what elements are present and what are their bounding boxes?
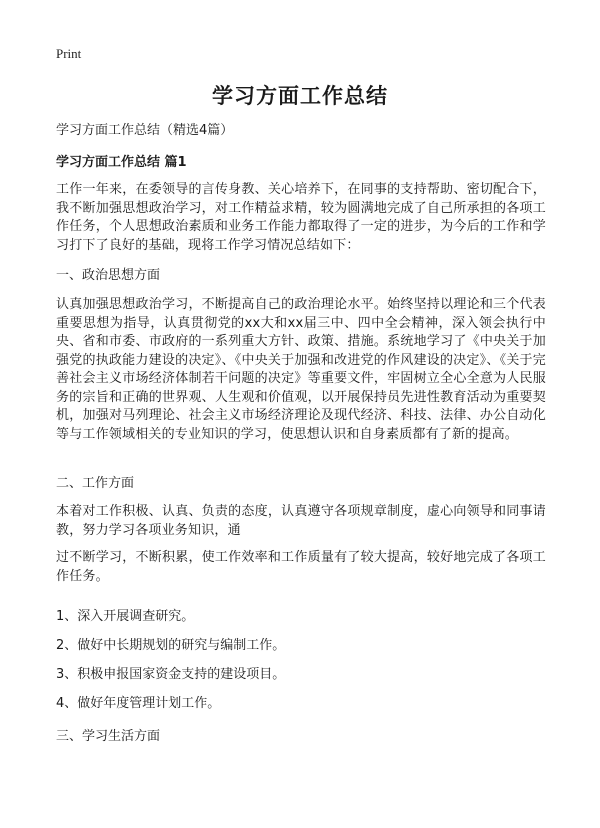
heading-politics: 一、政治思想方面 <box>56 268 161 283</box>
work-paragraph-2: 过不断学习，不断积累，使工作效率和工作质量有了较大提高，较好地完成了各项工作任务。 <box>56 550 546 584</box>
politics-paragraph: 认真加强思想政治学习，不断提高自己的政治理论水平。始终坚持以理论和三个代表重要思想为指导，认真贯彻党的xx大和xx届三中、四中全会精神，深入领会执行中央、省和市委、市政府的一系列重大方针、政策、措施。系统地学习了《中央关于加强党的执政能力建设的决定》、《中央关于加强和改进党的作风建设的决定》、《关于完善社会主义市场经济体制若干问题的决定》等重要文件，牢固树立全心全意为人民服务的宗旨和正确的世界观、人生观和价值观，以开展保持员先进性教育活动为重要契机，加强对马列理论、社会主义市场经济理论及现代经济、科技、法律、办公自动化等与工作领域相关的专业知识的学习，使思想认识和自身素质都有了新的提高。 <box>56 297 546 442</box>
list-item: 3、积极申报国家资金支持的建设项目。 <box>56 667 286 682</box>
document-subtitle: 学习方面工作总结（精选4篇） <box>56 123 234 138</box>
list-item: 4、做好年度管理计划工作。 <box>56 696 221 711</box>
list-item: 1、深入开展调查研究。 <box>56 609 195 624</box>
print-label: Print <box>56 46 82 61</box>
heading-study-life: 三、学习生活方面 <box>56 729 161 744</box>
intro-paragraph: 工作一年来，在委领导的言传身教、关心培养下，在同事的支持帮助、密切配合下，我不断加强思想政治学习，对工作精益求精，较为圆满地完成了自己所承担的各项工作任务，个人思想政治素质和业务工作能力都取得了一定的进步，为今后的工作和学习打下了良好的基础，现将工作学习情况总结如下： <box>56 182 546 253</box>
document-title: 学习方面工作总结 <box>212 84 388 108</box>
list-item: 2、做好中长期规划的研究与编制工作。 <box>56 638 286 653</box>
section-heading: 学习方面工作总结 篇1 <box>56 155 187 170</box>
work-paragraph-1: 本着对工作积极、认真、负责的态度，认真遵守各项规章制度，虚心向领导和同事请教，努力学习各项业务知识，通 <box>56 504 546 538</box>
heading-work: 二、工作方面 <box>56 476 135 491</box>
